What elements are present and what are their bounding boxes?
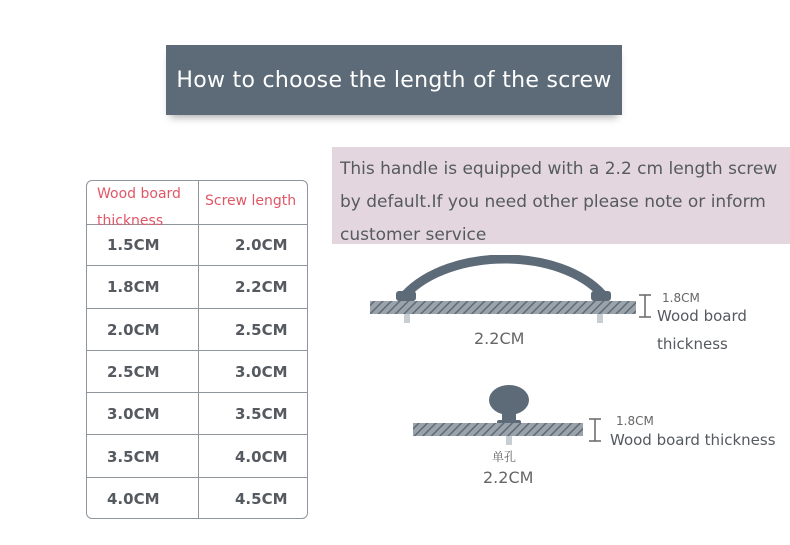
bar-handle-arch <box>405 259 603 295</box>
knob-hole-label: 单孔 <box>492 450 517 464</box>
table-row <box>87 309 307 351</box>
screw-left <box>404 314 410 323</box>
table-row <box>87 478 307 519</box>
bar-handle-foot-left <box>396 291 416 301</box>
screw-length-cell: 4.0CM <box>235 447 288 466</box>
knob-thickness-label: Wood board thickness <box>610 431 776 449</box>
wood-thickness-cell: 1.5CM <box>107 236 160 254</box>
wood-board <box>370 301 636 314</box>
bar-handle-foot-right <box>591 291 611 301</box>
table-row <box>87 266 307 308</box>
knob-screw <box>506 436 512 445</box>
wood-thickness-cell: 3.5CM <box>107 447 160 466</box>
screw-length-table <box>86 180 308 519</box>
wood-thickness-cell: 3.0CM <box>107 405 160 424</box>
bar-thickness-value: 1.8CM <box>662 291 700 305</box>
wood-board-2 <box>413 423 583 436</box>
table-row <box>87 393 307 435</box>
note-text: This handle is equipped with a 2.2 cm length screw by default.If you need other please note or inform customer service <box>340 159 778 245</box>
header-screw-length: Screw length <box>205 193 297 209</box>
banner-title: How to choose the length of the screw <box>176 67 612 93</box>
table-row <box>87 224 307 266</box>
default-screw-note <box>332 147 790 244</box>
table-header <box>87 181 307 229</box>
header-wood-thickness: Wood board thickness <box>97 186 181 229</box>
knob-thickness-value: 1.8CM <box>616 414 654 428</box>
screw-right <box>597 314 603 323</box>
screw-length-cell: 3.5CM <box>235 405 288 424</box>
screw-length-cell: 2.5CM <box>235 320 288 339</box>
screw-length-cell: 2.0CM <box>235 236 288 254</box>
table-row <box>87 351 307 393</box>
title-banner <box>166 45 622 115</box>
knob-screw-length: 2.2CM <box>483 468 534 487</box>
wood-thickness-cell: 1.8CM <box>107 278 160 297</box>
screw-length-cell: 3.0CM <box>235 362 288 381</box>
table-row <box>87 436 307 478</box>
screw-length-cell: 4.5CM <box>235 489 288 508</box>
wood-thickness-cell: 4.0CM <box>107 489 160 508</box>
screw-length-cell: 2.2CM <box>235 278 288 297</box>
bar-thickness-label-1: Wood board <box>657 307 747 325</box>
wood-thickness-cell: 2.0CM <box>107 320 160 339</box>
bar-thickness-label-2: thickness <box>657 335 728 353</box>
bar-screw-length: 2.2CM <box>474 329 525 348</box>
wood-thickness-cell: 2.5CM <box>107 362 160 381</box>
knob-head <box>489 385 529 415</box>
